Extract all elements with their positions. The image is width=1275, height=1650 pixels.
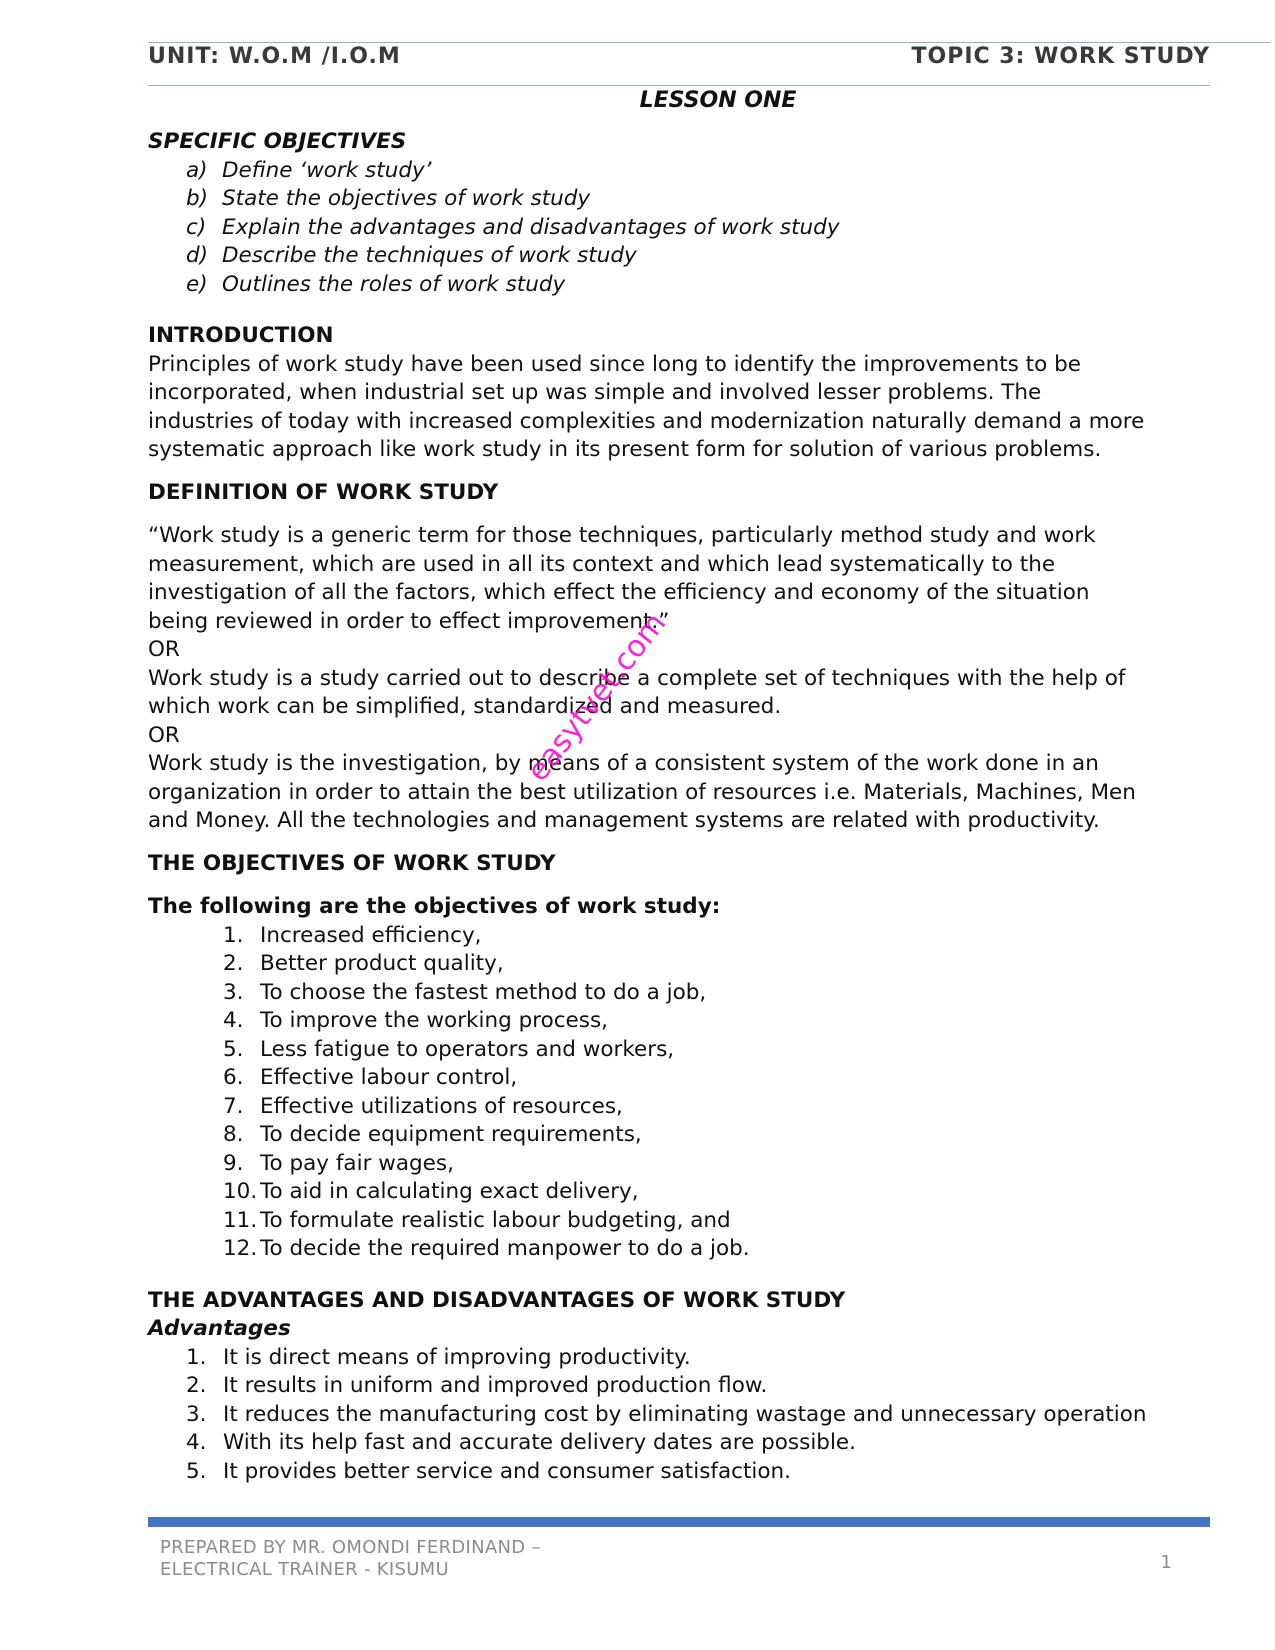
footer-line: PREPARED BY MR. OMONDI FERDINAND –	[160, 1537, 541, 1558]
definition-line: “Work study is a generic term for those techniques, particularly method study and work	[148, 523, 1096, 548]
list-item: 4. To improve the working process,	[223, 1008, 609, 1033]
objectives-subheading: The following are the objectives of work study:	[148, 894, 721, 919]
definition-line: organization in order to attain the best utilization of resources i.e. Materials, Machines, Men	[148, 779, 1136, 805]
specific-objectives-list	[148, 157, 1208, 300]
document-body	[148, 86, 1208, 1486]
header-unit: UNIT: W.O.M /I.O.M	[148, 44, 401, 69]
advantages-list	[148, 1344, 1208, 1487]
list-item: a) Define ‘work study’	[186, 157, 432, 183]
footer-author	[160, 1537, 541, 1581]
definition-line: Work study is the investigation, by means of a consistent system of the work done in an	[148, 751, 1099, 776]
list-item: 3. It reduces the manufacturing cost by eliminating wastage and unnecessary operation	[186, 1401, 1147, 1427]
list-item: 7. Effective utilizations of resources,	[223, 1093, 623, 1119]
list-item: 4. With its help fast and accurate delivery dates are possible.	[186, 1430, 856, 1455]
list-item: 9. To pay fair wages,	[223, 1150, 454, 1176]
list-item: d) Describe the techniques of work study	[186, 243, 637, 268]
specific-objectives-heading: SPECIFIC OBJECTIVES	[148, 129, 407, 154]
list-item: 2. It results in uniform and improved production flow.	[186, 1373, 768, 1398]
list-item: 10. To aid in calculating exact delivery,	[223, 1179, 639, 1204]
page-number: 1	[1160, 1552, 1172, 1573]
list-item: b) State the objectives of work study	[186, 186, 591, 211]
list-item: 1. It is direct means of improving productivity.	[186, 1344, 691, 1370]
list-item: c) Explain the advantages and disadvantages of work study	[186, 214, 840, 240]
header-rule-top	[148, 42, 1270, 43]
definition-line: Work study is a study carried out to describe a complete set of techniques with the help of	[148, 665, 1126, 691]
list-item: 11. To formulate realistic labour budgeting, and	[223, 1207, 731, 1233]
definition-line: which work can be simplified, standardized and measured.	[148, 694, 782, 719]
objectives-list	[148, 922, 1208, 1264]
list-item: 5. It provides better service and consumer satisfaction.	[186, 1458, 791, 1484]
advantages-heading: Advantages	[148, 1316, 291, 1341]
definition-line: being reviewed in order to effect improvement.”	[148, 608, 670, 634]
definition-line: measurement, which are used in all its context and which lead systematically to the	[148, 551, 1056, 577]
definition-line: investigation of all the factors, which effect the efficiency and economy of the situation	[148, 580, 1090, 605]
adv-disadv-heading: THE ADVANTAGES AND DISADVANTAGES OF WORK STUDY	[148, 1287, 846, 1313]
footer-rule	[148, 1517, 1210, 1527]
introduction-line: industries of today with increased complexities and modernization naturally demand a more	[148, 408, 1145, 434]
introduction-heading: INTRODUCTION	[148, 323, 334, 348]
header-topic: TOPIC 3: WORK STUDY	[911, 44, 1210, 69]
footer-line: ELECTRICAL TRAINER - KISUMU	[160, 1559, 449, 1580]
list-item: e) Outlines the roles of work study	[186, 271, 566, 297]
list-item: 1. Increased efficiency,	[223, 922, 482, 948]
list-item: 6. Effective labour control,	[223, 1065, 518, 1090]
introduction-line: Principles of work study have been used since long to identify the improvements to be	[148, 351, 1081, 377]
list-item: 2. Better product quality,	[223, 951, 504, 976]
list-item: 8. To decide equipment requirements,	[223, 1122, 642, 1147]
definition-heading: DEFINITION OF WORK STUDY	[148, 479, 499, 505]
list-item: 12. To decide the required manpower to do a job.	[223, 1236, 750, 1261]
definition-line: and Money. All the technologies and management systems are related with productivity.	[148, 808, 1100, 833]
list-item: 5. Less fatigue to operators and workers,	[223, 1036, 675, 1062]
introduction-line: systematic approach like work study in its present form for solution of various problems.	[148, 437, 1102, 462]
or-separator: OR	[148, 637, 180, 662]
list-item: 3. To choose the fastest method to do a job,	[223, 979, 707, 1005]
lesson-title: LESSON ONE	[639, 88, 797, 113]
introduction-line: incorporated, when industrial set up was simple and involved lesser problems. The	[148, 380, 1042, 405]
watermark: easytvet.com	[520, 606, 674, 789]
or-separator: OR	[148, 722, 180, 748]
objectives-heading: THE OBJECTIVES OF WORK STUDY	[148, 850, 556, 876]
